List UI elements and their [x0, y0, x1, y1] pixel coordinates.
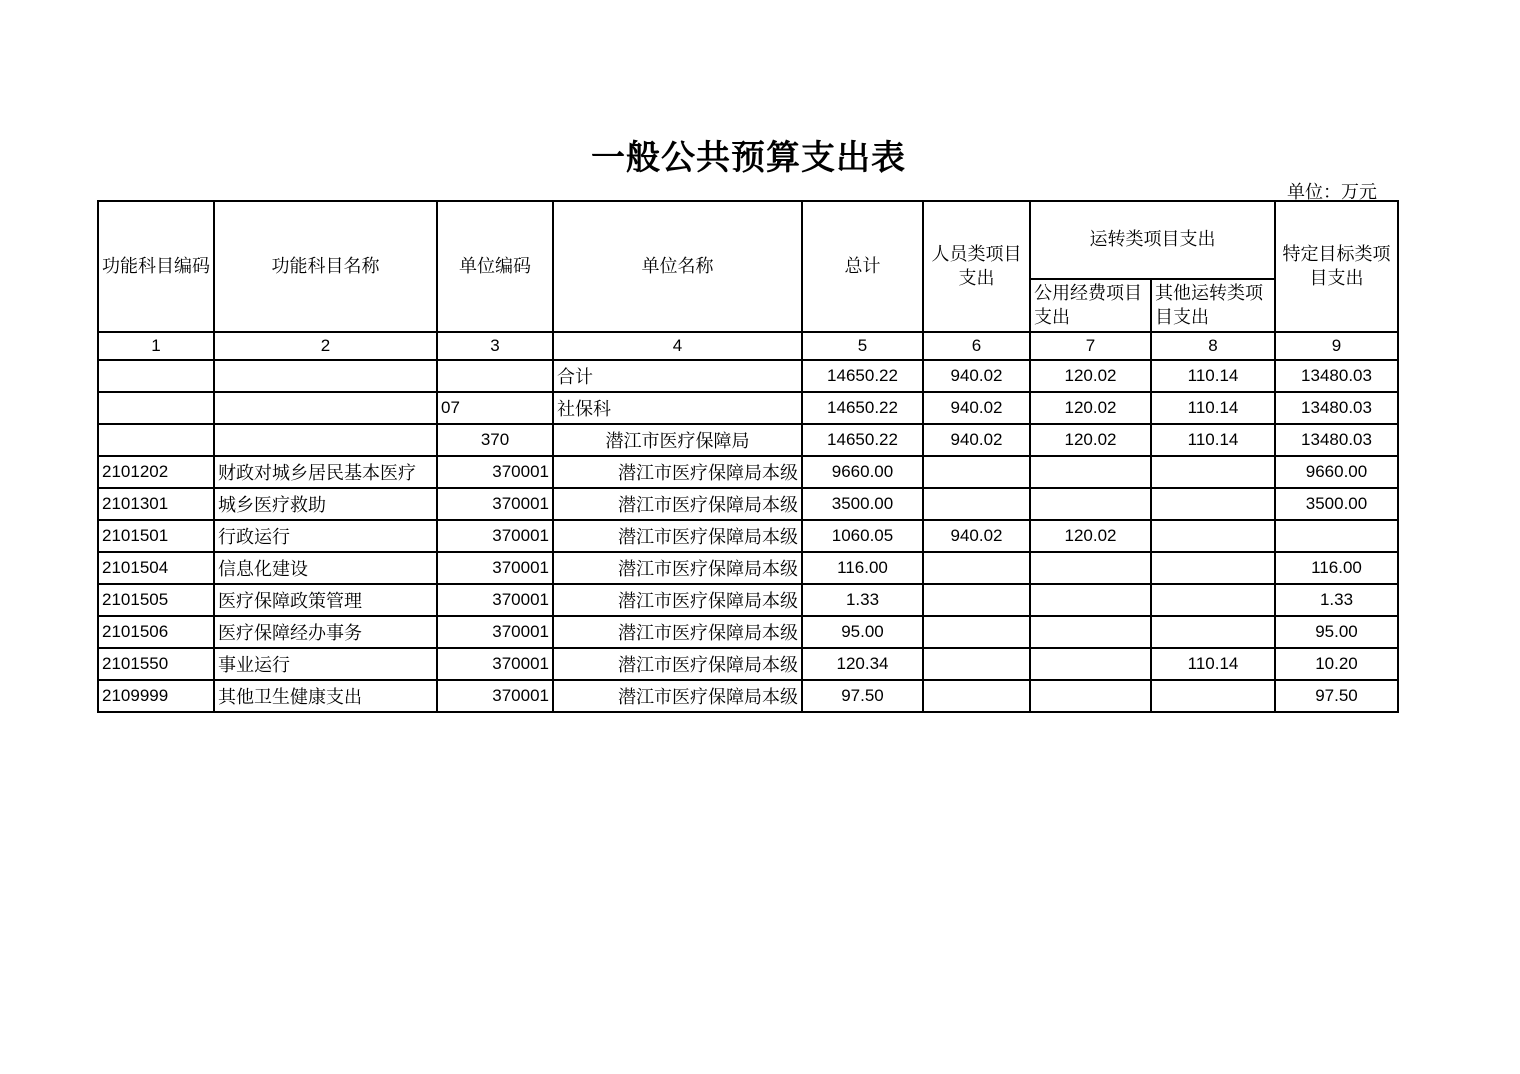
specific-cell: 116.00: [1275, 552, 1398, 584]
public-fund-cell: [1030, 584, 1151, 616]
other-operating-cell: [1151, 520, 1275, 552]
total-cell: 14650.22: [802, 360, 923, 392]
func-code-cell: [98, 424, 214, 456]
func-name-cell: 医疗保障政策管理: [214, 584, 437, 616]
public-fund-cell: 120.02: [1030, 424, 1151, 456]
specific-cell: 10.20: [1275, 648, 1398, 680]
unit-code-cell: 370: [437, 424, 553, 456]
unit-code-cell: 370001: [437, 648, 553, 680]
column-number: 1: [98, 332, 214, 360]
header-unit-name: 单位名称: [553, 201, 802, 332]
table-row: [98, 552, 1398, 584]
total-cell: 1060.05: [802, 520, 923, 552]
other-operating-cell: [1151, 584, 1275, 616]
specific-cell: 95.00: [1275, 616, 1398, 648]
table-row: [98, 392, 1398, 424]
specific-cell: 97.50: [1275, 680, 1398, 712]
func-code-cell: 2101202: [98, 456, 214, 488]
func-name-cell: [214, 424, 437, 456]
personnel-cell: 940.02: [923, 520, 1030, 552]
func-code-cell: 2109999: [98, 680, 214, 712]
table-row: [98, 648, 1398, 680]
column-number: 5: [802, 332, 923, 360]
header-func-name: 功能科目名称: [214, 201, 437, 332]
unit-code-cell: 07: [437, 392, 553, 424]
column-number: 4: [553, 332, 802, 360]
unit-name-cell: 潜江市医疗保障局本级: [553, 456, 802, 488]
column-number: 8: [1151, 332, 1275, 360]
total-cell: 14650.22: [802, 424, 923, 456]
unit-name-cell: 潜江市医疗保障局本级: [553, 520, 802, 552]
other-operating-cell: 110.14: [1151, 424, 1275, 456]
func-name-cell: [214, 392, 437, 424]
func-code-cell: 2101504: [98, 552, 214, 584]
unit-name-cell: 潜江市医疗保障局本级: [553, 616, 802, 648]
func-name-cell: 事业运行: [214, 648, 437, 680]
other-operating-cell: 110.14: [1151, 648, 1275, 680]
header-total: 总计: [802, 201, 923, 332]
func-code-cell: [98, 360, 214, 392]
table-row: [98, 520, 1398, 552]
personnel-cell: 940.02: [923, 424, 1030, 456]
func-name-cell: 财政对城乡居民基本医疗: [214, 456, 437, 488]
unit-name-cell: 社保科: [553, 392, 802, 424]
unit-code-cell: 370001: [437, 456, 553, 488]
specific-cell: 3500.00: [1275, 488, 1398, 520]
page-title: 一般公共预算支出表: [591, 138, 906, 178]
unit-name-cell: 潜江市医疗保障局本级: [553, 488, 802, 520]
func-code-cell: 2101550: [98, 648, 214, 680]
total-cell: 1.33: [802, 584, 923, 616]
header-operating: 运转类项目支出: [1030, 201, 1275, 279]
unit-code-cell: 370001: [437, 552, 553, 584]
personnel-cell: [923, 584, 1030, 616]
personnel-cell: 940.02: [923, 360, 1030, 392]
func-name-cell: 医疗保障经办事务: [214, 616, 437, 648]
func-name-cell: 城乡医疗救助: [214, 488, 437, 520]
func-code-cell: 2101301: [98, 488, 214, 520]
specific-cell: 1.33: [1275, 584, 1398, 616]
table-row: [98, 616, 1398, 648]
func-code-cell: [98, 392, 214, 424]
other-operating-cell: [1151, 616, 1275, 648]
header-specific: 特定目标类项目支出: [1275, 201, 1398, 332]
column-number: 6: [923, 332, 1030, 360]
unit-label: 单位：万元: [1287, 182, 1377, 203]
unit-code-cell: [437, 360, 553, 392]
personnel-cell: [923, 488, 1030, 520]
table-row: [98, 488, 1398, 520]
header-unit-code: 单位编码: [437, 201, 553, 332]
unit-code-cell: 370001: [437, 488, 553, 520]
public-fund-cell: [1030, 552, 1151, 584]
table-row: [98, 456, 1398, 488]
unit-name-cell: 潜江市医疗保障局: [553, 424, 802, 456]
table-row: [98, 424, 1398, 456]
specific-cell: [1275, 520, 1398, 552]
total-cell: 97.50: [802, 680, 923, 712]
unit-code-cell: 370001: [437, 616, 553, 648]
unit-name-cell: 合计: [553, 360, 802, 392]
personnel-cell: [923, 552, 1030, 584]
total-cell: 14650.22: [802, 392, 923, 424]
column-number: 3: [437, 332, 553, 360]
unit-code-cell: 370001: [437, 584, 553, 616]
personnel-cell: [923, 456, 1030, 488]
header-other-operating: 其他运转类项目支出: [1151, 279, 1275, 332]
public-fund-cell: [1030, 456, 1151, 488]
column-number: 7: [1030, 332, 1151, 360]
total-cell: 9660.00: [802, 456, 923, 488]
unit-code-cell: 370001: [437, 680, 553, 712]
header-public-fund: 公用经费项目支出: [1030, 279, 1151, 332]
total-cell: 3500.00: [802, 488, 923, 520]
personnel-cell: [923, 680, 1030, 712]
func-code-cell: 2101506: [98, 616, 214, 648]
unit-name-cell: 潜江市医疗保障局本级: [553, 680, 802, 712]
public-fund-cell: [1030, 680, 1151, 712]
unit-name-cell: 潜江市医疗保障局本级: [553, 584, 802, 616]
unit-code-cell: 370001: [437, 520, 553, 552]
personnel-cell: [923, 616, 1030, 648]
func-name-cell: 其他卫生健康支出: [214, 680, 437, 712]
func-code-cell: 2101505: [98, 584, 214, 616]
total-cell: 95.00: [802, 616, 923, 648]
public-fund-cell: 120.02: [1030, 520, 1151, 552]
personnel-cell: 940.02: [923, 392, 1030, 424]
other-operating-cell: [1151, 488, 1275, 520]
table-row: [98, 680, 1398, 712]
unit-name-cell: 潜江市医疗保障局本级: [553, 552, 802, 584]
other-operating-cell: [1151, 552, 1275, 584]
public-fund-cell: [1030, 488, 1151, 520]
public-fund-cell: 120.02: [1030, 360, 1151, 392]
specific-cell: 9660.00: [1275, 456, 1398, 488]
func-name-cell: 行政运行: [214, 520, 437, 552]
table-row: [98, 360, 1398, 392]
other-operating-cell: 110.14: [1151, 360, 1275, 392]
header-personnel: 人员类项目支出: [923, 201, 1030, 332]
unit-name-cell: 潜江市医疗保障局本级: [553, 648, 802, 680]
header-func-code: 功能科目编码: [98, 201, 214, 332]
specific-cell: 13480.03: [1275, 392, 1398, 424]
func-code-cell: 2101501: [98, 520, 214, 552]
column-number-row: [98, 332, 1398, 360]
public-fund-cell: 120.02: [1030, 392, 1151, 424]
func-name-cell: 信息化建设: [214, 552, 437, 584]
personnel-cell: [923, 648, 1030, 680]
other-operating-cell: 110.14: [1151, 392, 1275, 424]
column-number: 9: [1275, 332, 1398, 360]
total-cell: 116.00: [802, 552, 923, 584]
total-cell: 120.34: [802, 648, 923, 680]
public-fund-cell: [1030, 616, 1151, 648]
budget-table: [97, 200, 1399, 713]
public-fund-cell: [1030, 648, 1151, 680]
table-row: [98, 584, 1398, 616]
func-name-cell: [214, 360, 437, 392]
column-number: 2: [214, 332, 437, 360]
specific-cell: 13480.03: [1275, 360, 1398, 392]
other-operating-cell: [1151, 680, 1275, 712]
specific-cell: 13480.03: [1275, 424, 1398, 456]
other-operating-cell: [1151, 456, 1275, 488]
